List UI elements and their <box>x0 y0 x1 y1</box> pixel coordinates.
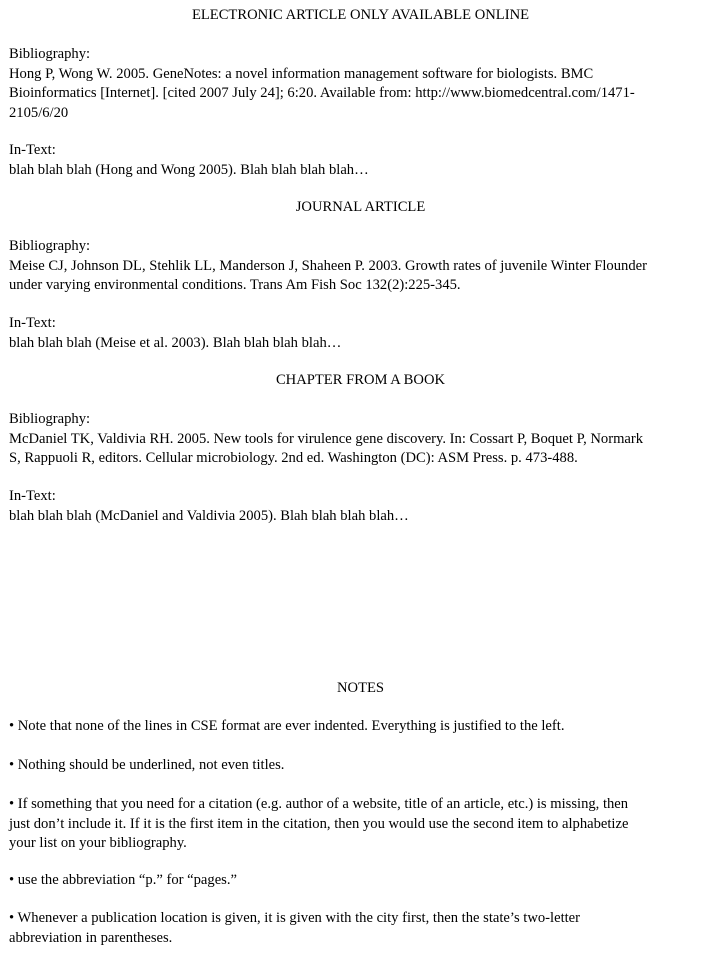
note-item <box>9 717 712 737</box>
bibliography-line: McDaniel TK, Valdivia RH. 2005. New tools for virulence gene discovery. In: Cossart P, Boquet P, Normark <box>9 430 644 447</box>
intext-label: In-Text: <box>9 488 56 504</box>
note-item <box>9 756 712 776</box>
section-heading-chapter-from-book: CHAPTER FROM A BOOK <box>275 372 446 388</box>
note-line: • Nothing should be underlined, not even titles. <box>9 757 285 773</box>
note-line: • Whenever a publication location is given, it is given with the city first, then the state’s two-letter <box>9 910 581 926</box>
section-chapter-from-book <box>9 410 712 469</box>
note-line: abbreviation in parentheses. <box>9 929 173 946</box>
intext-label: In-Text: <box>9 142 56 158</box>
bibliography-line: under varying environmental conditions. Trans Am Fish Soc 132(2):225-345. <box>9 277 461 293</box>
note-item <box>9 795 712 854</box>
bibliography-line: Hong P, Wong W. 2005. GeneNotes: a novel information management software for biologists. BMC <box>9 65 594 82</box>
intext-example: blah blah blah (Meise et al. 2003). Blah blah blah blah… <box>9 334 342 351</box>
bibliography-label: Bibliography: <box>9 411 91 427</box>
section-electronic-article <box>9 45 712 123</box>
note-item <box>9 909 712 948</box>
intext-example: blah blah blah (Hong and Wong 2005). Blah blah blah blah… <box>9 161 369 178</box>
intext-example: blah blah blah (McDaniel and Valdivia 2005). Blah blah blah blah… <box>9 507 409 524</box>
section-heading-journal-article: JOURNAL ARTICLE <box>295 199 426 215</box>
intext-chapter-from-book <box>9 487 712 526</box>
note-line: • Note that none of the lines in CSE format are ever indented. Everything is justified to the left. <box>9 718 565 734</box>
note-item <box>9 871 712 891</box>
bibliography-line: Bioinformatics [Internet]. [cited 2007 July 24]; 6:20. Available from: http://www.biomedcentral.com/1471- <box>9 85 635 101</box>
note-line: your list on your bibliography. <box>9 835 187 851</box>
notes-heading: NOTES <box>336 680 385 696</box>
bibliography-line: Meise CJ, Johnson DL, Stehlik LL, Manderson J, Shaheen P. 2003. Growth rates of juvenile Winter Flounder <box>9 257 647 274</box>
intext-journal-article <box>9 314 712 353</box>
section-heading-electronic-article: ELECTRONIC ARTICLE ONLY AVAILABLE ONLINE <box>191 7 530 23</box>
note-line: • use the abbreviation “p.” for “pages.” <box>9 872 237 888</box>
note-line: just don’t include it. If it is the first item in the citation, then you would use the second item to alphabetize <box>9 815 629 832</box>
bibliography-line: 2105/6/20 <box>9 104 69 121</box>
bibliography-label: Bibliography: <box>9 238 91 254</box>
bibliography-line: S, Rappuoli R, editors. Cellular microbiology. 2nd ed. Washington (DC): ASM Press. p. 473-488. <box>9 450 578 466</box>
intext-electronic-article <box>9 141 712 180</box>
intext-label: In-Text: <box>9 315 56 331</box>
bibliography-label: Bibliography: <box>9 46 91 62</box>
section-journal-article <box>9 237 712 296</box>
note-line: • If something that you need for a citation (e.g. author of a website, title of an article, etc.) is missing, then <box>9 796 629 812</box>
